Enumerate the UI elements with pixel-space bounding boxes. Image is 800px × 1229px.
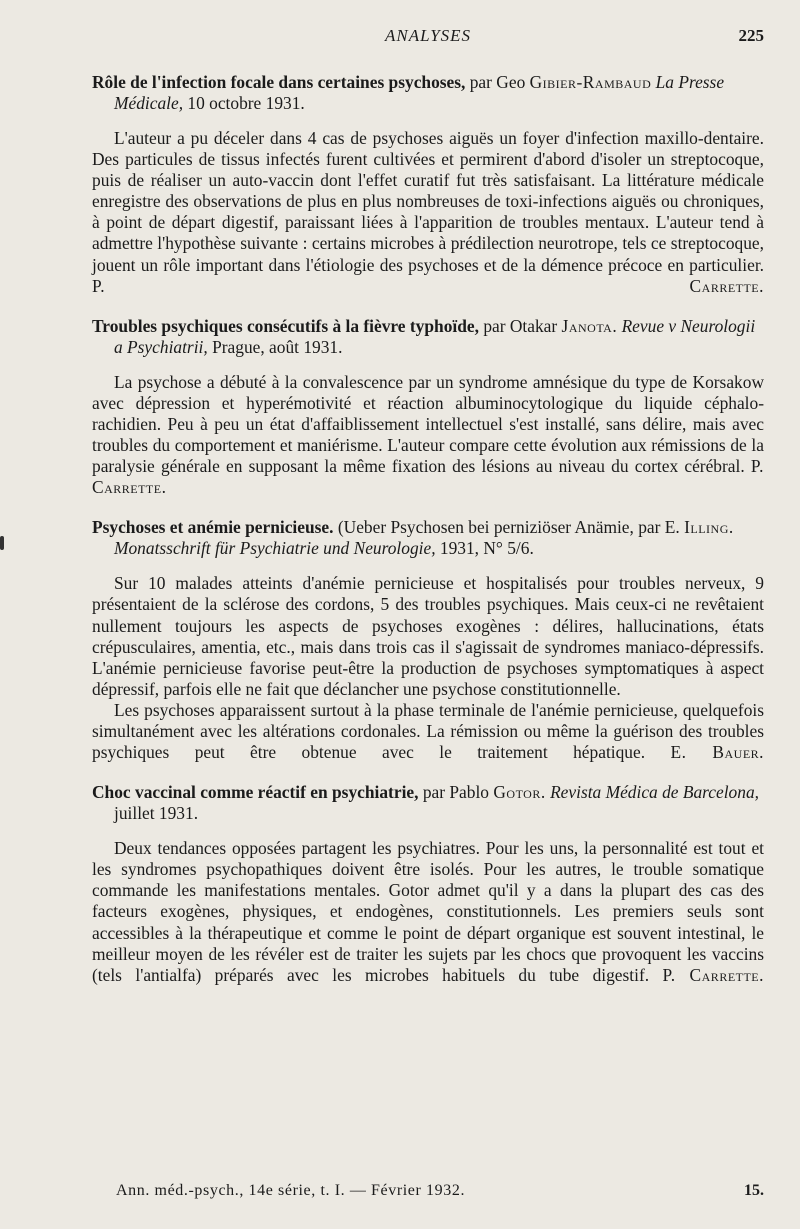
article-by: (Ueber Psychosen bei perniziöser Anämie, par E.	[333, 517, 685, 538]
page-number: 225	[738, 26, 764, 45]
article-1	[92, 72, 764, 297]
article-journal: La Presse Médicale,	[114, 72, 725, 113]
article-date: Prague, août 1931.	[207, 336, 343, 357]
article-paragraph	[92, 700, 764, 763]
article-heading	[92, 782, 764, 824]
article-3	[92, 517, 764, 763]
article-journal: Revue v Neurologii a Psychiatrii,	[114, 315, 756, 357]
article-4	[92, 782, 764, 986]
article-by: par Pablo	[418, 782, 494, 803]
signature-mark: 15.	[744, 1182, 764, 1199]
article-author: Gotor.	[493, 782, 546, 803]
article-journal: Monatsschrift für Psychiatrie und Neurologie,	[114, 538, 436, 559]
article-signature: P. Carrette.	[92, 456, 764, 498]
article-date: 10 octobre 1931.	[183, 93, 305, 113]
analyses-content	[92, 72, 764, 1005]
article-author: Gibier-Rambaud	[529, 72, 652, 92]
article-title: Psychoses et anémie pernicieuse.	[92, 517, 334, 538]
article-journal: Revista Médica de Barcelona,	[550, 782, 759, 803]
article-author: Illing.	[684, 517, 734, 538]
article-title: Choc vaccinal comme réactif en psychiatrie,	[92, 782, 419, 803]
article-by: par Otakar	[478, 315, 562, 336]
article-author: Janota.	[561, 315, 618, 336]
article-paragraph	[92, 128, 764, 297]
article-by: par Geo	[465, 72, 530, 92]
article-paragraph	[92, 838, 764, 986]
article-2	[92, 316, 764, 499]
article-signature: P. Carrette.	[662, 964, 764, 985]
article-signature: E. Bauer.	[670, 742, 764, 763]
page-footer	[116, 1182, 764, 1206]
paragraph-text: Les psychoses apparaissent surtout à la phase terminale de l'anémie pernicieuse, quelquefois simultanément avec les altérations cordonales. La rémission ou même la guérison des troubles psychiques peut être obtenue avec le traitement hépatique.	[92, 699, 764, 763]
article-heading	[92, 316, 764, 358]
paragraph-text: Deux tendances opposées partagent les psychiatres. Pour les uns, la personnalité est tout et les syndromes psychopathiques doivent être isolés. Pour les autres, le trouble somatique commande les manifestations mentales. Gotor admet qu'il y a dans la plupart des cas des facteurs exogènes, physiques, et endogènes, constitutionnels. Les premiers seuls sont accessibles à la thérapeutique et comme le point de départ organique est souvent intestinal, le meilleur moyen de les révéler est de traiter les sujets par les chocs que provoquent les vaccins (tels l'antialfa) préparés avec les microbes habituels du tube digestif.	[92, 838, 764, 985]
article-heading	[92, 517, 764, 559]
article-date: juillet 1931.	[114, 803, 199, 824]
article-heading	[92, 72, 764, 114]
article-title: Troubles psychiques consécutifs à la fièvre typhoïde,	[92, 315, 479, 336]
binding-mark	[0, 536, 4, 550]
paragraph-text: La psychose a débuté à la convalescence par un syndrome amnésique du type de Korsakow avec dépression et hyperémotivité et réaction albuminocytologique du liquide céphalo-rachidien. Peu à peu un état d'affaiblissement intellectuel s'est installé, sans délire, mais avec troubles du comportement et maniérisme. L'auteur compare cette évolution aux rémissions de la paralysie générale en supposant la même fixation des lésions au niveau du cortex cérébral.	[92, 371, 764, 477]
article-date: 1931, N° 5/6.	[435, 538, 534, 559]
article-title: Rôle de l'infection focale dans certaines psychoses,	[92, 72, 466, 92]
running-title: ANALYSES	[384, 26, 472, 45]
journal-reference: Ann. méd.-psych., 14e série, t. I. — Février 1932.	[116, 1182, 466, 1199]
article-signature: P. Carrette.	[92, 275, 764, 296]
page-header	[92, 26, 764, 52]
paragraph-text: L'auteur a pu déceler dans 4 cas de psychoses aiguës un foyer d'infection maxillo-dentaire. Des particules de tissus infectés furent cultivées et permirent d'abord d'isoler un streptocoque, puis de réaliser un auto-vaccin dont l'effet curatif fut très satisfaisant. La littérature médicale enregistre des observations de plus en plus nombreuses de toxi-infections aiguës ou chroniques, à point de départ digestif, paraissant liées à l'apparition de troubles mentaux. L'auteur tend à admettre l'hypothèse suivante : certains microbes à prédilection neurotrope, tels ce streptocoque, jouent un rôle important dans l'étiologie des psychoses et de la démence précoce en particulier.	[92, 128, 764, 275]
article-paragraph	[92, 372, 764, 499]
article-paragraph: Sur 10 malades atteints d'anémie pernicieuse et hospitalisés pour troubles nerveux, 9 présentaient de la sclérose des cordons, 5 des troubles psychiques. Mais ceux-ci ne revêtaient nullement toujours les aspects de psychoses exogènes : délires, hallucinations, états crépusculaires, amentia, etc., mais dans trois cas il s'agissait de syndromes maniaco-dépressifs. L'anémie pernicieuse favorise peut-être la production de psychoses symptomatiques à aspect dépressif, parfois elle ne fait que déclancher une psychose constitutionnelle.	[92, 573, 764, 699]
